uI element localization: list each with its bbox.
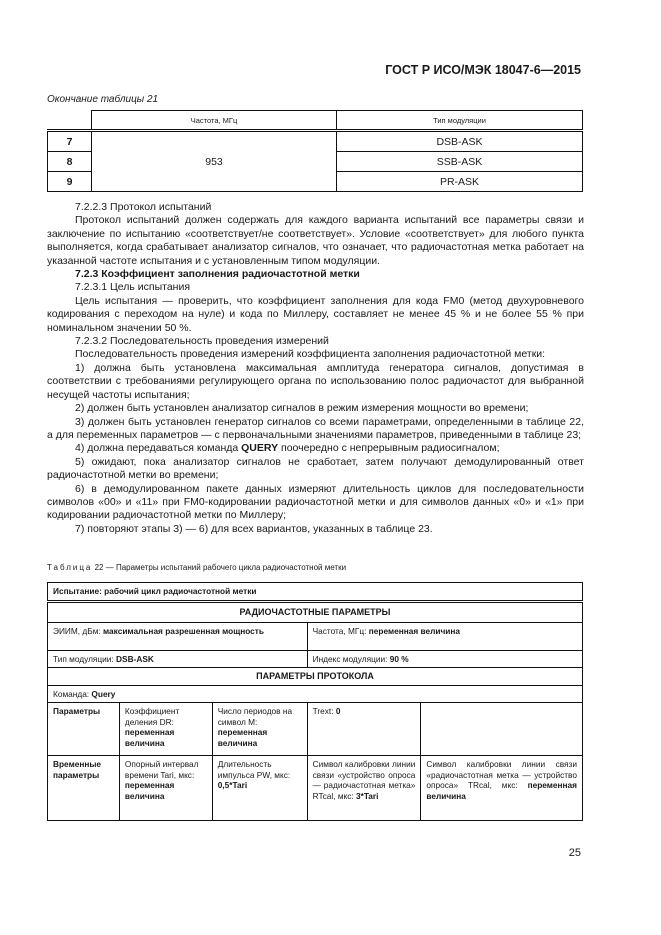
table-row <box>48 583 583 602</box>
table-header-frequency: Частота, МГц <box>92 111 337 131</box>
pw-cell <box>212 756 307 821</box>
eirp-value: максимальная разрешенная мощность <box>103 625 264 636</box>
table-row <box>48 703 583 756</box>
tari-cell <box>119 756 212 821</box>
table-row <box>48 622 583 650</box>
dr-label: Коэффициент деления DR: <box>124 706 180 727</box>
list-item: 6) в демодулированном пакете данных измеряют длительность циклов для последовательности символов «00» и «11» при FM0-кодировании радиочастотной метки и для символов данных «0» и «1» при кодировании радиочастотной метки по Миллеру; <box>47 482 584 522</box>
trext-value: 0 <box>335 706 341 716</box>
section-heading-7-2-2-3: 7.2.2.3 Протокол испытаний <box>75 201 212 213</box>
modulation-cell: SSB-ASK <box>337 152 583 172</box>
pw-label: Длительность импульса PW, мкс: <box>217 759 291 780</box>
section-heading-7-2-3-2: 7.2.3.2 Последовательность проведения измерений <box>75 335 329 348</box>
frequency-value: переменная величина <box>368 625 461 636</box>
modulation-cell: PR-ASK <box>337 172 583 192</box>
table-title: 22 — Параметры испытаний рабочего цикла радиочастотной метки <box>92 563 347 572</box>
trext-cell <box>307 703 421 756</box>
paragraph: Последовательность проведения измерений коэффициента заполнения радиочастотной метки: <box>75 348 546 361</box>
eirp-cell <box>48 622 308 650</box>
pw-value: 0,5*Tari <box>217 780 248 790</box>
rf-params-section: РАДИОЧАСТОТНЫЕ ПАРАМЕТРЫ <box>48 601 583 622</box>
table-header-modulation: Тип модуляции <box>337 111 583 131</box>
modulation-index-cell <box>307 650 582 668</box>
m-cell <box>212 703 307 756</box>
table-22 <box>47 582 583 821</box>
trcal-value: переменная величина <box>426 780 577 801</box>
command-cell <box>48 685 583 703</box>
modulation-index-label: Индекс модуляции: <box>312 653 390 664</box>
frequency-label: Частота, МГц: <box>312 625 369 636</box>
table22-caption <box>47 563 346 572</box>
modulation-cell: DSB-ASK <box>337 131 583 152</box>
eirp-label: ЭИИМ, дБм: <box>53 625 104 636</box>
frequency-cell <box>307 622 582 650</box>
empty-cell <box>421 703 583 756</box>
list-item: 5) ожидают, пока анализатор сигналов не сработает, затем получают демодулированный ответ радиочастотной метки во времени; <box>47 455 584 482</box>
text: поочередно с непрерывным радиосигналом; <box>278 442 500 455</box>
list-item: 7) повторяют этапы 3) — 6) для всех вариантов, указанных в таблице 23. <box>75 522 433 535</box>
row-number: 7 <box>48 131 92 152</box>
table21-caption: Окончание таблицы 21 <box>47 94 159 105</box>
document-header-code: ГОСТ Р ИСО/МЭК 18047-6—2015 <box>385 63 581 77</box>
m-label: Число периодов на символ M: <box>217 706 293 727</box>
table-row <box>48 685 583 703</box>
table-row <box>48 668 583 686</box>
tari-label: Опорный интервал времени Tari, мкс: <box>124 759 199 780</box>
list-item: 1) должна быть установлена максимальная амплитуда генератора сигналов, допустимая в соответствии с требованиями регулирующего органа по использованию полос радиочастот для выбранной несущей частоты испытания; <box>47 361 584 401</box>
frequency-cell: 953 <box>92 131 337 192</box>
row-number: 8 <box>48 152 92 172</box>
rtcal-cell <box>307 756 421 821</box>
table-row <box>48 650 583 668</box>
query-command: QUERY <box>241 442 279 455</box>
page-number: 25 <box>568 847 581 859</box>
params-label-cell: Параметры <box>48 703 120 756</box>
dr-value: переменная величина <box>124 727 175 748</box>
paragraph: Цель испытания — проверить, что коэффициент заполнения для кода FM0 (метод двухуровневого кодирования с переходом на нуле) и кода по Миллеру, составляет не менее 45 % и не более 55 % при номинальном значении 50 %. <box>47 294 584 334</box>
trcal-label: Символ калибровки линии связи «радиочастотная метка — устройство опроса» TRcal, мкс: <box>426 759 577 790</box>
command-label: Команда: <box>53 688 92 699</box>
modulation-type-value: DSB-ASK <box>116 653 154 664</box>
table-label: Таблица <box>47 563 93 572</box>
m-value: переменная величина <box>217 727 268 748</box>
table-header-row <box>48 111 583 131</box>
section-heading-7-2-3: 7.2.3 Коэффициент заполнения радиочастотной метки <box>75 268 360 281</box>
table-row <box>48 131 583 152</box>
body-text <box>47 201 584 536</box>
paragraph: Протокол испытаний должен содержать для каждого варианта испытаний все параметры связи и заключение по испытанию «соответствует/не соответствует». Условие «соответствует» для любого пункта выполняется, когда срабатывает анализатор сигналов, что означает, что радиочастотная метка работает на указанной частоте испытания и с установленным типом модуляции. <box>47 214 584 267</box>
list-item: 2) должен быть установлен анализатор сигналов в режим измерения мощности во времени; <box>75 402 529 415</box>
rtcal-value: 3*Tari <box>356 790 379 801</box>
modulation-index-value: 90 % <box>389 653 409 664</box>
trext-label: Trext: <box>312 706 336 716</box>
row-number: 9 <box>48 172 92 192</box>
modulation-type-label: Тип модуляции: <box>53 653 117 664</box>
table-row <box>48 756 583 821</box>
test-title-cell: Испытание: рабочий цикл радиочастотной метки <box>48 583 583 602</box>
trcal-cell <box>421 756 583 821</box>
list-item <box>47 442 584 455</box>
table-row <box>48 601 583 622</box>
protocol-params-section: ПАРАМЕТРЫ ПРОТОКОЛА <box>48 668 583 686</box>
rtcal-label: Символ калибровки линии связи «устройство опроса — радиочастотная метка» RTcal, мкс: <box>312 759 416 801</box>
timing-label-cell: Временные параметры <box>48 756 120 821</box>
modulation-type-cell <box>48 650 308 668</box>
text: 4) должна передаваться команда <box>75 442 242 455</box>
command-value: Query <box>91 688 116 699</box>
tari-value: переменная величина <box>124 780 175 801</box>
dr-cell <box>119 703 212 756</box>
table-21 <box>47 110 583 192</box>
section-heading-7-2-3-1: 7.2.3.1 Цель испытания <box>75 281 191 294</box>
list-item: 3) должен быть установлен генератор сигналов со всеми параметрами, определенными в таблице 22, а для переменных параметров — с первоначальными значениями параметров, приведенными в таблице 23; <box>47 415 584 441</box>
table-header-empty <box>48 111 92 131</box>
